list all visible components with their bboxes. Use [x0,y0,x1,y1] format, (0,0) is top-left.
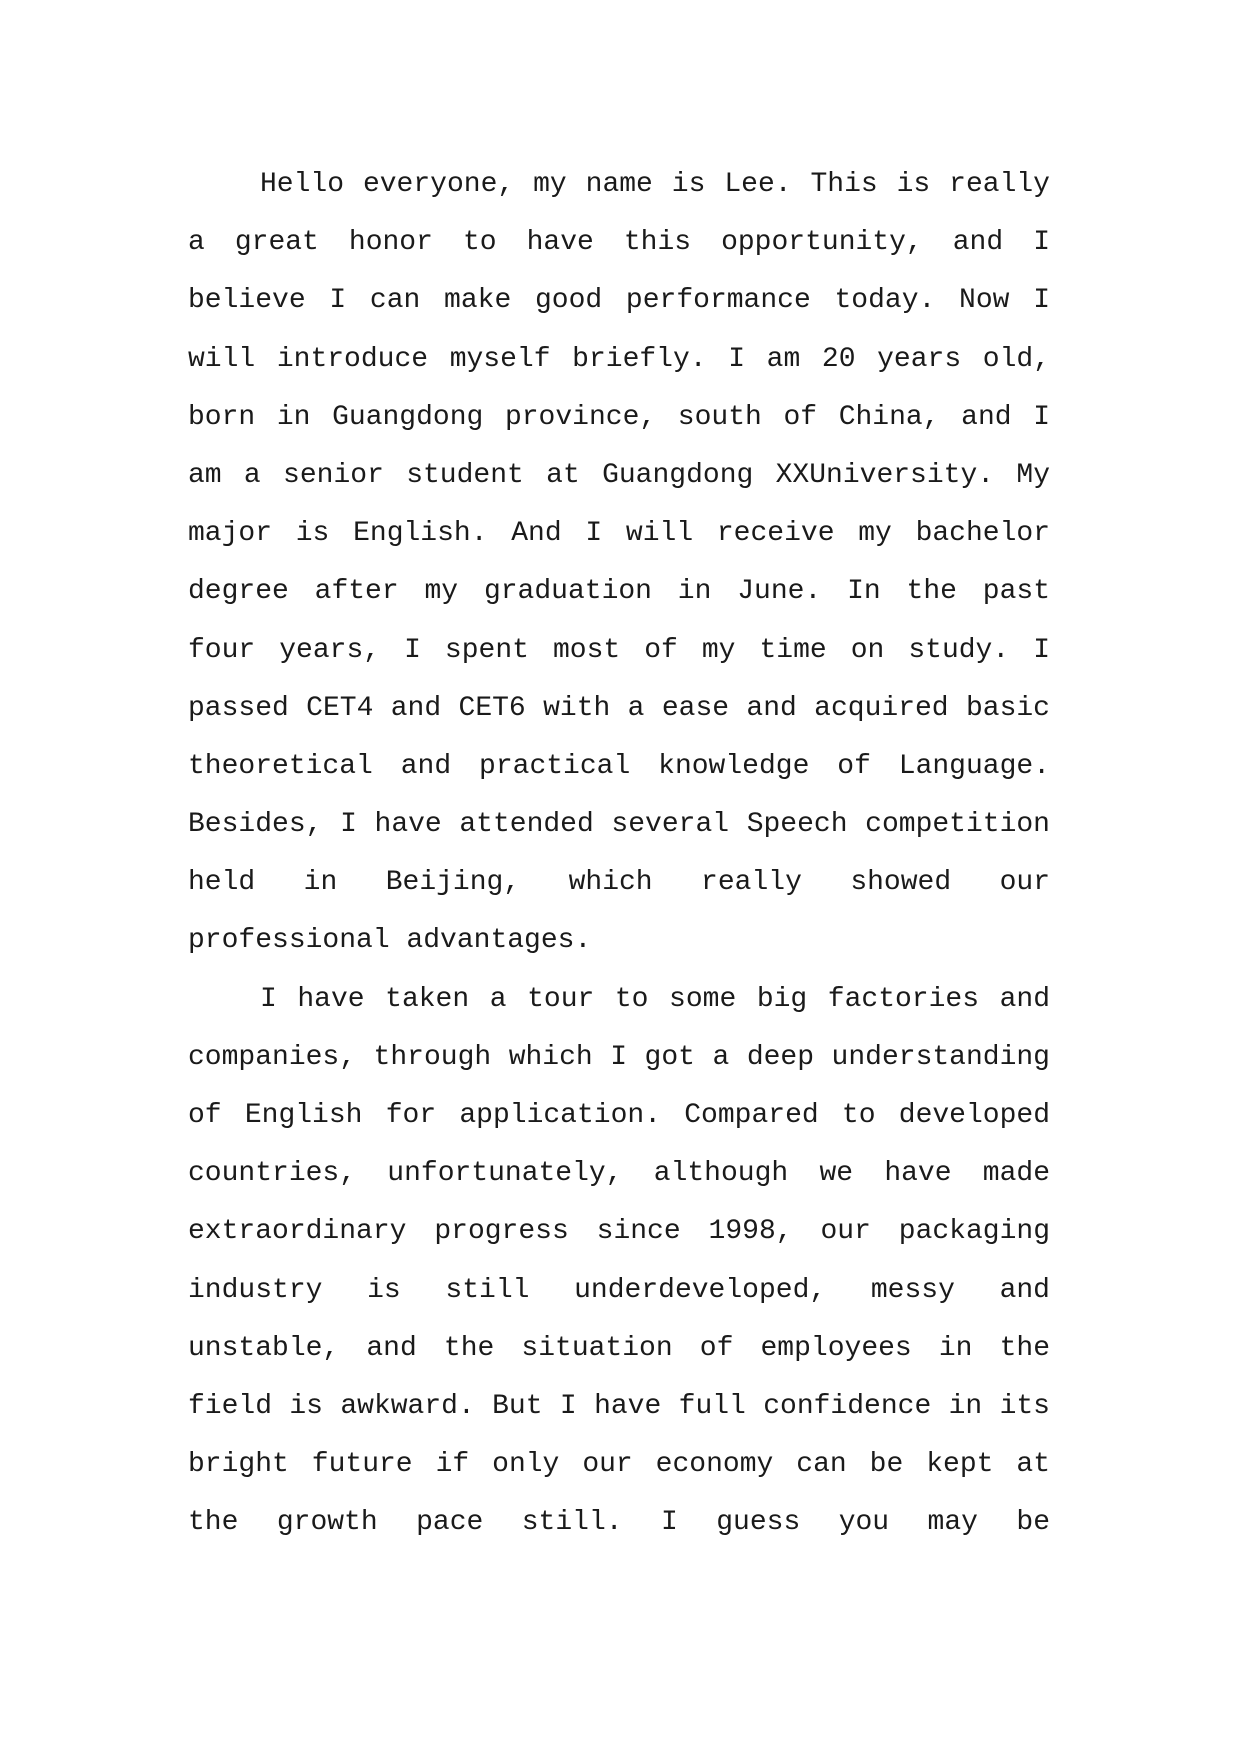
text-line: bright future if only our economy can be kept at [188,1449,1050,1481]
text-line: am a senior student at Guangdong XXUniversity. My [188,459,1050,491]
text-line: four years, I spent most of my time on study. I [188,634,1050,666]
text-line: held in Beijing, which really showed our [188,867,1050,899]
text-line: passed CET4 and CET6 with a ease and acquired basic [188,692,1050,724]
text-line: industry is still underdeveloped, messy and [188,1274,1050,1306]
text-line: born in Guangdong province, south of China, and I [188,401,1050,433]
text-line: will introduce myself briefly. I am 20 years old, [188,343,1050,375]
text-line: professional advantages. [188,925,592,957]
text-line: countries, unfortunately, although we have made [188,1158,1050,1190]
paragraph [188,979,1050,1561]
text-line: theoretical and practical knowledge of Language. [188,750,1050,782]
text-line: companies, through which I got a deep understanding [188,1041,1050,1073]
text-line: extraordinary progress since 1998, our packaging [188,1216,1050,1248]
text-line: of English for application. Compared to developed [188,1100,1050,1131]
document-body [188,164,1050,1561]
document-page [188,164,1050,1561]
text-line: I have taken a tour to some big factories and [260,983,1050,1015]
text-line: Besides, I have attended several Speech competition [188,809,1050,841]
text-line: unstable, and the situation of employees in the [188,1332,1050,1364]
text-line: believe I can make good performance today. Now I [188,285,1050,317]
text-line: the growth pace still. I guess you may be [188,1507,1050,1539]
text-line: a great honor to have this opportunity, and I [188,227,1050,259]
paragraph [188,164,1050,979]
text-line: degree after my graduation in June. In the past [188,576,1050,608]
text-line: Hello everyone, my name is Lee. This is really [260,169,1050,200]
text-line: major is English. And I will receive my bachelor [188,518,1050,550]
text-line: field is awkward. But I have full confidence in its [188,1390,1050,1422]
